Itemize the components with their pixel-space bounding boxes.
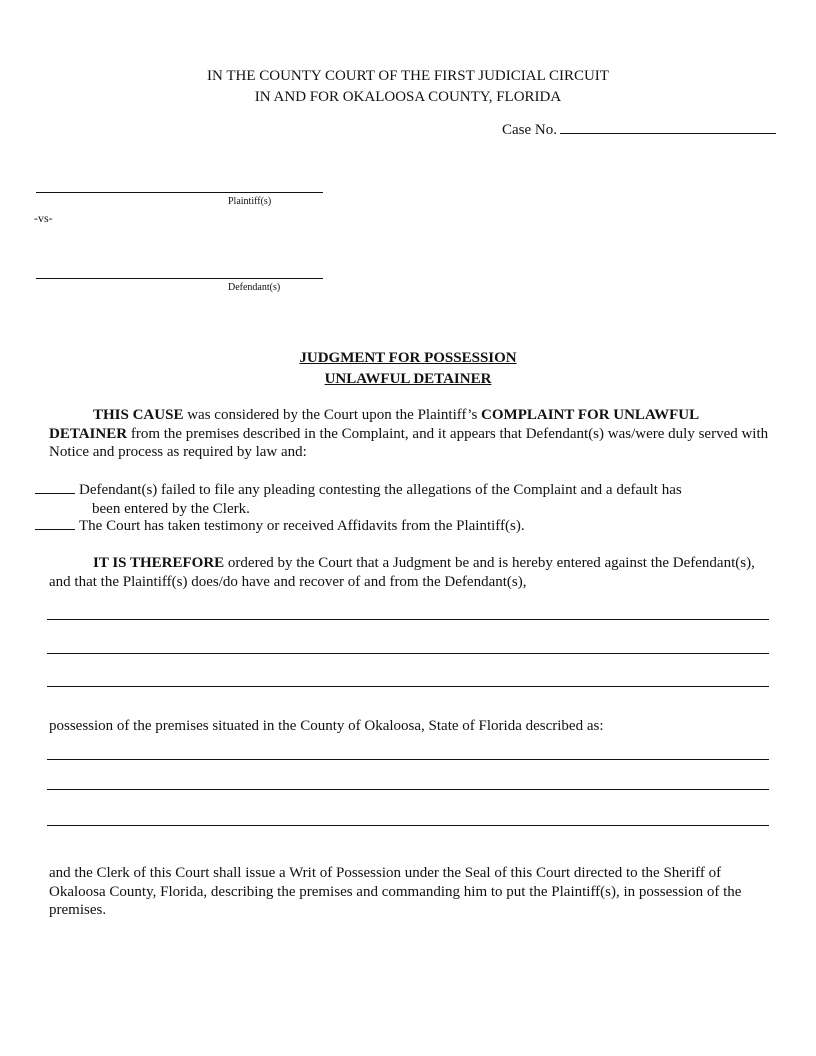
paragraph-therefore	[49, 554, 771, 591]
therefore-heading: IT IS THEREFORE	[93, 555, 225, 571]
defendant-label: Defendant(s)	[228, 282, 281, 293]
recovery-fill-line[interactable]	[47, 653, 769, 654]
option-default-text: Defendant(s) failed to file any pleading contesting the allegations of the Complaint and a default has	[79, 482, 682, 498]
paragraph-writ: and the Clerk of this Court shall issue a Writ of Possession under the Seal of this Court directed to the Sheriff of Okaloosa County, Florida, describing the premises and commanding him to put the Plaintiff(s), in possession of the premises.	[49, 865, 742, 918]
case-number-field[interactable]	[560, 119, 776, 134]
plaintiff-name-field[interactable]	[36, 192, 323, 193]
versus-label: -vs-	[34, 211, 53, 225]
case-number	[502, 119, 776, 139]
recovery-fill-line[interactable]	[47, 619, 769, 620]
option-testimony-checkbox[interactable]	[35, 517, 75, 530]
document-title: JUDGMENT FOR POSSESSION	[299, 350, 517, 366]
p2-text: ordered by the Court that a Judgment be and is hereby entered against the Defendant(s), and that the Plaintiff(s) does/do have and recover of and from the Defendant(s),	[49, 555, 755, 590]
this-cause-heading: THIS CAUSE	[93, 407, 184, 423]
option-default-text-cont: been entered by the Clerk.	[92, 500, 250, 517]
court-header-line1: IN THE COUNTY COURT OF THE FIRST JUDICIAL CIRCUIT	[207, 68, 609, 84]
option-default	[35, 481, 755, 518]
premises-fill-line[interactable]	[47, 789, 769, 790]
option-default-checkbox[interactable]	[35, 481, 75, 494]
premises-fill-line[interactable]	[47, 759, 769, 760]
option-testimony	[35, 517, 755, 536]
plaintiff-label: Plaintiff(s)	[228, 196, 272, 207]
paragraph-possession: possession of the premises situated in the County of Okaloosa, State of Florida described as:	[49, 718, 604, 734]
paragraph-this-cause	[49, 406, 771, 462]
complaint-heading: COMPLAINT FOR UNLAWFUL DETAINER	[49, 407, 699, 442]
p1-text-a: was considered by the Court upon the Plaintiff’s	[183, 407, 482, 423]
premises-fill-line[interactable]	[47, 825, 769, 826]
document-subtitle: UNLAWFUL DETAINER	[324, 371, 492, 387]
recovery-fill-line[interactable]	[47, 686, 769, 687]
p1-text-b: from the premises described in the Complaint, and it appears that Defendant(s) was/were duly served with Notice and process as required by law and:	[49, 425, 769, 460]
defendant-name-field[interactable]	[36, 278, 323, 279]
option-testimony-text: The Court has taken testimony or received Affidavits from the Plaintiff(s).	[79, 518, 525, 534]
court-header-line2: IN AND FOR OKALOOSA COUNTY, FLORIDA	[254, 89, 562, 105]
case-number-label: Case No.	[502, 122, 557, 138]
